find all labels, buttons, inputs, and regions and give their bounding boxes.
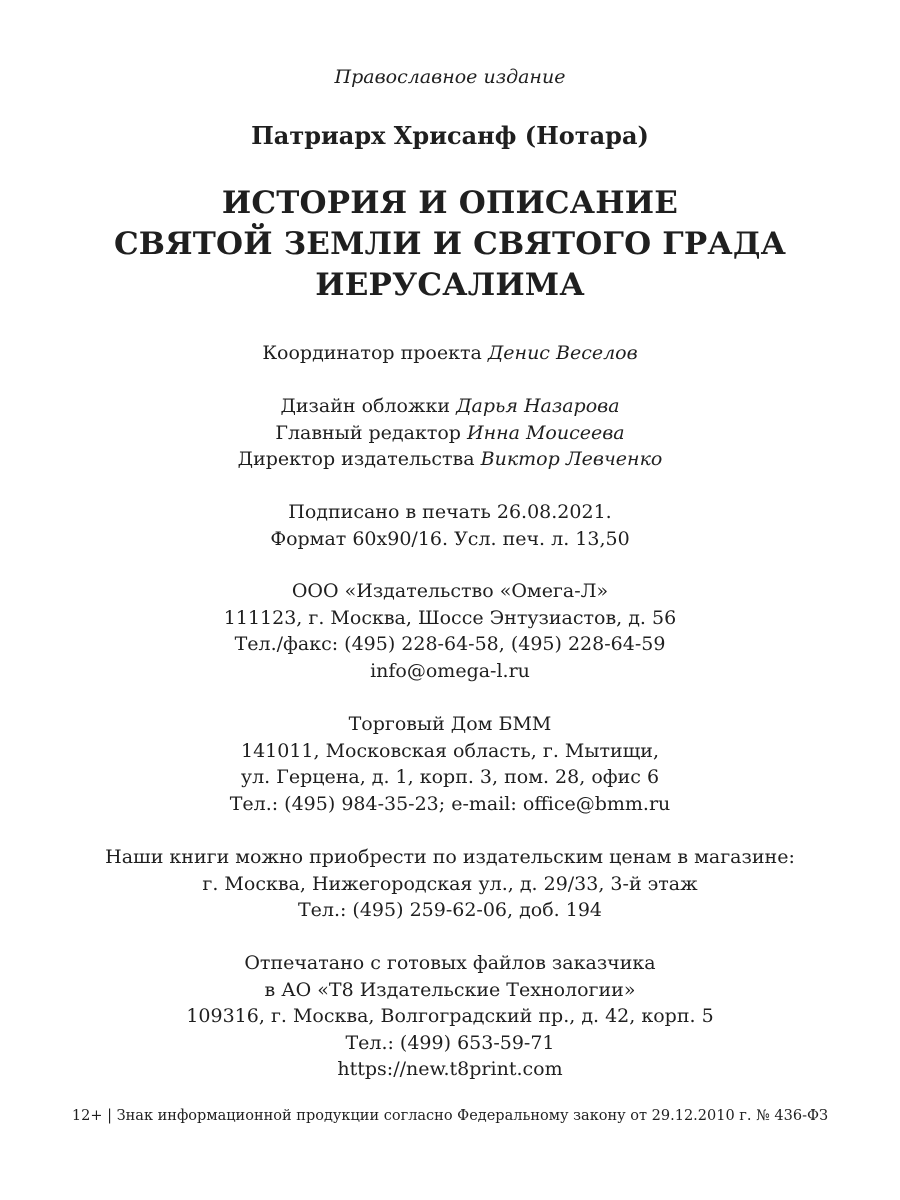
credit-name: Виктор Левченко xyxy=(480,448,663,470)
publisher-line: Тел./факс: (495) 228-64-58, (495) 228-64-59 xyxy=(234,633,666,655)
publisher-line: ООО «Издательство «Омега-Л» xyxy=(291,580,609,602)
shop-line: Тел.: (495) 259-62-06, доб. 194 xyxy=(297,899,603,921)
printing-info-line: Подписано в печать 26.08.2021. xyxy=(288,501,612,523)
trade-house-line: Торговый Дом БММ xyxy=(348,713,552,735)
trade-house-line: 141011, Московская область, г. Мытищи, xyxy=(240,739,660,762)
credit-role: Дизайн обложки xyxy=(280,395,451,417)
credits-block xyxy=(0,393,900,473)
credit-role: Директор издательства xyxy=(237,448,475,470)
printing-info-line: Формат 60х90/16. Усл. печ. л. 13,50 xyxy=(270,527,630,550)
printer-block xyxy=(0,950,900,1083)
publisher-email: info@omega-l.ru xyxy=(370,659,530,682)
shop-block xyxy=(0,844,900,924)
printer-line: 109316, г. Москва, Волгоградский пр., д. 42, корп. 5 xyxy=(186,1005,714,1027)
publisher-line: 111123, г. Москва, Шоссе Энтузиастов, д. 56 xyxy=(223,606,677,629)
trade-house-line: Тел.: (495) 984-35-23; e-mail: office@bmm.ru xyxy=(229,792,671,815)
credit-line xyxy=(0,420,900,447)
title-line: СВЯТОЙ ЗЕМЛИ И СВЯТОГО ГРАДА xyxy=(113,226,787,262)
book-title xyxy=(0,183,900,306)
age-rating-footer: 12+ | Знак информационной продукции согласно Федеральному закону от 29.12.2010 г. № 436-ФЗ xyxy=(71,1108,829,1124)
author-name: Патриарх Хрисанф (Нотара) xyxy=(251,121,649,150)
credit-line xyxy=(0,393,900,420)
printer-line: в АО «Т8 Издательские Технологии» xyxy=(264,978,636,1001)
edition-type: Православное издание xyxy=(334,66,566,88)
publisher-block xyxy=(0,578,900,684)
coordinator-line xyxy=(0,340,900,367)
title-line: ИЕРУСАЛИМА xyxy=(315,267,585,303)
credit-name: Инна Моисеева xyxy=(467,421,625,444)
trade-house-block xyxy=(0,711,900,817)
credit-line xyxy=(0,446,900,473)
printer-line: Тел.: (499) 653-59-71 xyxy=(345,1031,555,1054)
credit-role: Главный редактор xyxy=(275,421,461,444)
trade-house-line: ул. Герцена, д. 1, корп. 3, пом. 28, офис 6 xyxy=(240,766,660,788)
shop-line: г. Москва, Нижегородская ул., д. 29/33, 3-й этаж xyxy=(202,872,698,895)
coordinator-role: Координатор проекта xyxy=(262,342,482,364)
credit-name: Дарья Назарова xyxy=(456,395,620,417)
title-line: ИСТОРИЯ И ОПИСАНИЕ xyxy=(221,185,679,221)
coordinator-name: Денис Веселов xyxy=(487,342,638,364)
printing-info-block xyxy=(0,499,900,552)
printer-line: Отпечатано с готовых файлов заказчика xyxy=(244,952,656,974)
printer-url: https://new.t8print.com xyxy=(337,1058,563,1080)
shop-line: Наши книги можно приобрести по издательским ценам в магазине: xyxy=(105,846,795,868)
